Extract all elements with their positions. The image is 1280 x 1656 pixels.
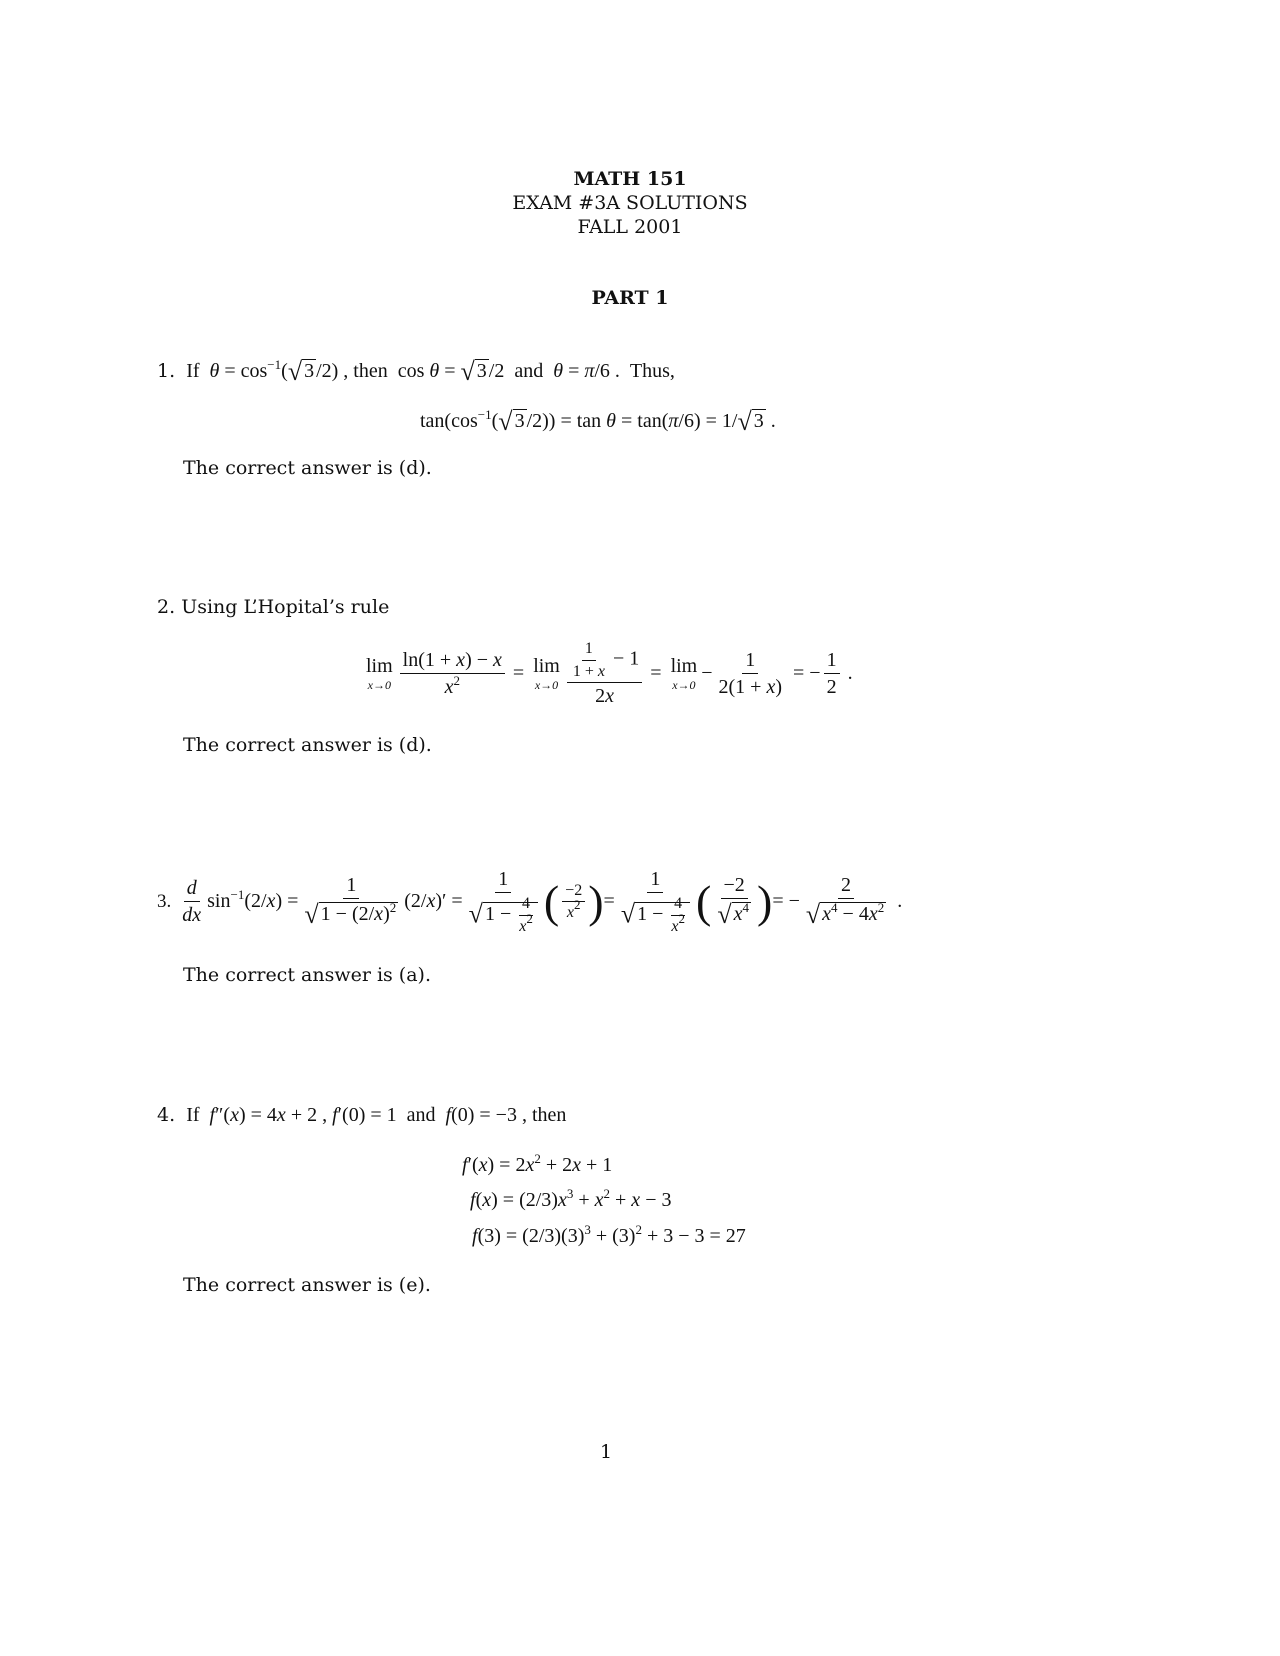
exam-title: EXAM #3A SOLUTIONS: [512, 192, 748, 214]
page-number: 1: [600, 1441, 613, 1463]
problem-3-display: 3. $\frac{d}{dx}$ $\sin^{-1}(2/x)$ = $\frac{1}{√ 1 - (2/x)^2}$ (2/x)′ = 1 √ 1 − $\frac{4}{x^2}$ ( $\frac{-2}{x^2}$ ) = 1 √ 1 − $\frac{4}{x^2}$ ( $\frac{-2}{√ x^4}$ ) = − $\frac{2}{√ x^4 - 4x^2}$ .: [157, 868, 903, 935]
problem-1-intro: 1. If $\theta = \cos^{-1}(√$ 3 /2) , then cos θ = √ 3 /2 and θ = π/6 . Thus,: [157, 357, 675, 386]
problem-4-line-3: $f(3) = (2/3)(3)^3 + (3)^2 + 3 - 3 = 27$: [472, 1222, 746, 1247]
problem-3-answer: The correct answer is (a).: [183, 964, 432, 986]
problem-2-display: lim x→0 $\frac{\ln(1 + x) - x}{x^2}$ = lim x→0 $\frac{1}{1 + x}$ − 1 2x = lim x→0 − $\frac{1}{2(1 + x)}$ = − $\frac{1}{2}$ .: [366, 640, 853, 708]
problem-number: 1.: [157, 360, 176, 382]
problem-4-intro: 4. If f″(x) = 4x + 2 , f′(0) = 1 and f(0) = −3 , then: [157, 1104, 567, 1126]
problem-1-display: $\tan(\cos^{-1}(√$ 3 /2)) = tan θ = tan(π/6) = 1/√ 3 .: [420, 407, 776, 436]
term: FALL 2001: [577, 216, 683, 238]
problem-2-answer: The correct answer is (d).: [183, 734, 432, 756]
course-title: MATH 151: [573, 168, 687, 190]
part-heading: PART 1: [591, 287, 669, 309]
problem-4-answer: The correct answer is (e).: [183, 1274, 431, 1296]
problem-2-intro: 2. Using L’Hopital’s rule: [157, 596, 390, 618]
problem-1-answer: The correct answer is (d).: [183, 457, 432, 479]
problem-4-line-1: $f'(x) = 2x^2 + 2x + 1$: [462, 1151, 613, 1176]
problem-4-line-2: $f(x) = (2/3)x^3 + x^2 + x - 3$: [470, 1186, 672, 1211]
